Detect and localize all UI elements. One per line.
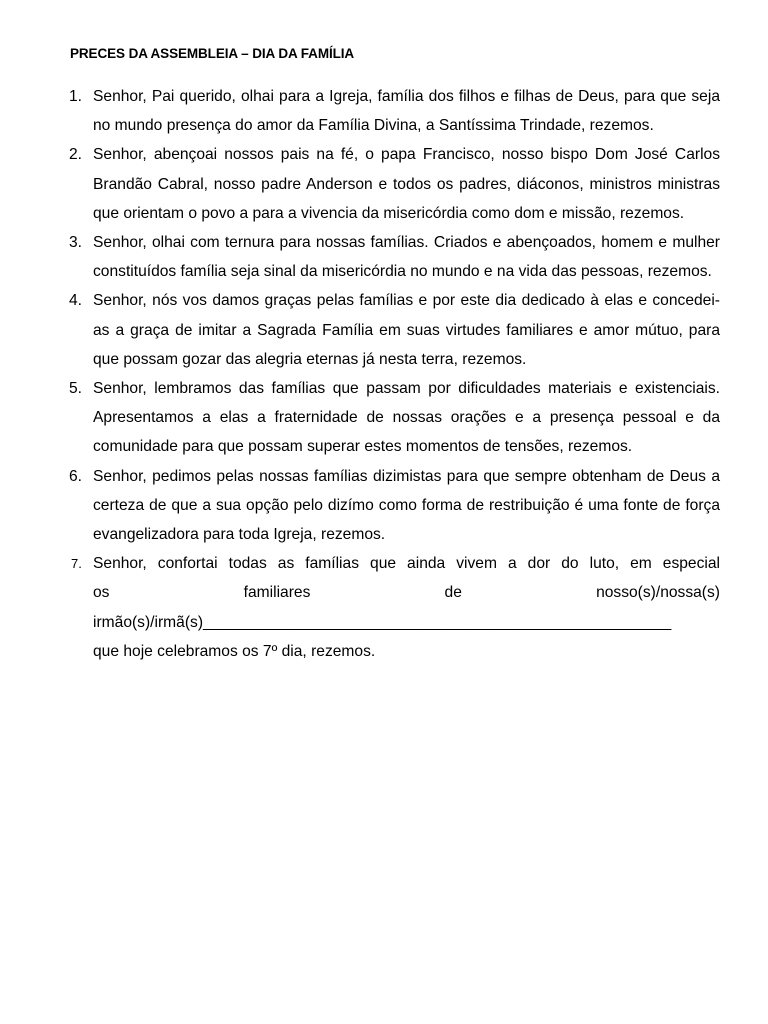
prayer-text: Senhor, abençoai nossos pais na fé, o papa Francisco, nosso bispo Dom José Carlos Brandão Cabral, nosso padre Anderson e todos os padres, diáconos, ministros ministras que orientam o povo a para a vivencia da misericórdia como dom e missão, rezemos. [93,146,720,222]
prayer-text-line: os familiares de nosso(s)/nossa(s) [93,584,720,602]
prayer-item-6 [69,462,720,550]
prayer-number: 2. [69,146,83,164]
prayer-text: Senhor, olhai com ternura para nossas famílias. Criados e abençoados, homem e mulher constituídos família seja sinal da misericórdia no mundo e na vida das pessoas, rezemos. [93,234,720,281]
prayer-text: Senhor, pedimos pelas nossas famílias dizimistas para que sempre obtenham de Deus a certeza de que a sua opção pelo dizímo como forma de restribuição é uma fonte de força evangelizadora para toda Igreja, rezemos. [93,467,720,544]
prayer-list [69,82,720,666]
prayer-item-1 [69,82,720,140]
prayer-number: 1. [69,88,83,105]
prayer-number: 5. [69,380,83,398]
prayer-text-line: que hoje celebramos os 7º dia, rezemos. [93,642,376,660]
prayer-number: 4. [69,292,83,310]
prayer-item-5 [69,374,720,462]
prayer-text: Senhor, nós vos damos graças pelas famílias e por este dia dedicado à elas e concedei-as a graça de imitar a Sagrada Família em suas virtudes familiares e amor mútuo, para que possam gozar das alegria eternas já nesta terra, rezemos. [93,292,720,368]
prayer-item-7 [71,549,720,666]
prayer-number: 6. [69,467,83,485]
prayer-item-4 [69,286,720,374]
prayer-item-3 [69,228,720,286]
prayer-text: Senhor, Pai querido, olhai para a Igreja, família dos filhos e filhas de Deus, para que seja no mundo presença do amor da Família Divina, a Santíssima Trindade, rezemos. [93,88,720,135]
prayer-item-2 [69,140,720,228]
prayer-text: Senhor, lembramos das famílias que passam por dificuldades materiais e existenciais. Apresentamos a elas a fraternidade de nossas orações e a presença pessoal e da comunidade para que possam superar estes momentos de tensões, rezemos. [93,380,720,456]
document-title: PRECES DA ASSEMBLEIA – DIA DA FAMÍLIA [70,46,355,61]
prayer-blank-line: irmão(s)/irmã(s)______________________________________________________ [93,613,672,631]
prayer-text-line: Senhor, confortai todas as famílias que ainda vivem a dor do luto, em especial [93,555,720,573]
prayer-number: 7. [71,556,82,572]
prayer-number: 3. [69,234,83,252]
